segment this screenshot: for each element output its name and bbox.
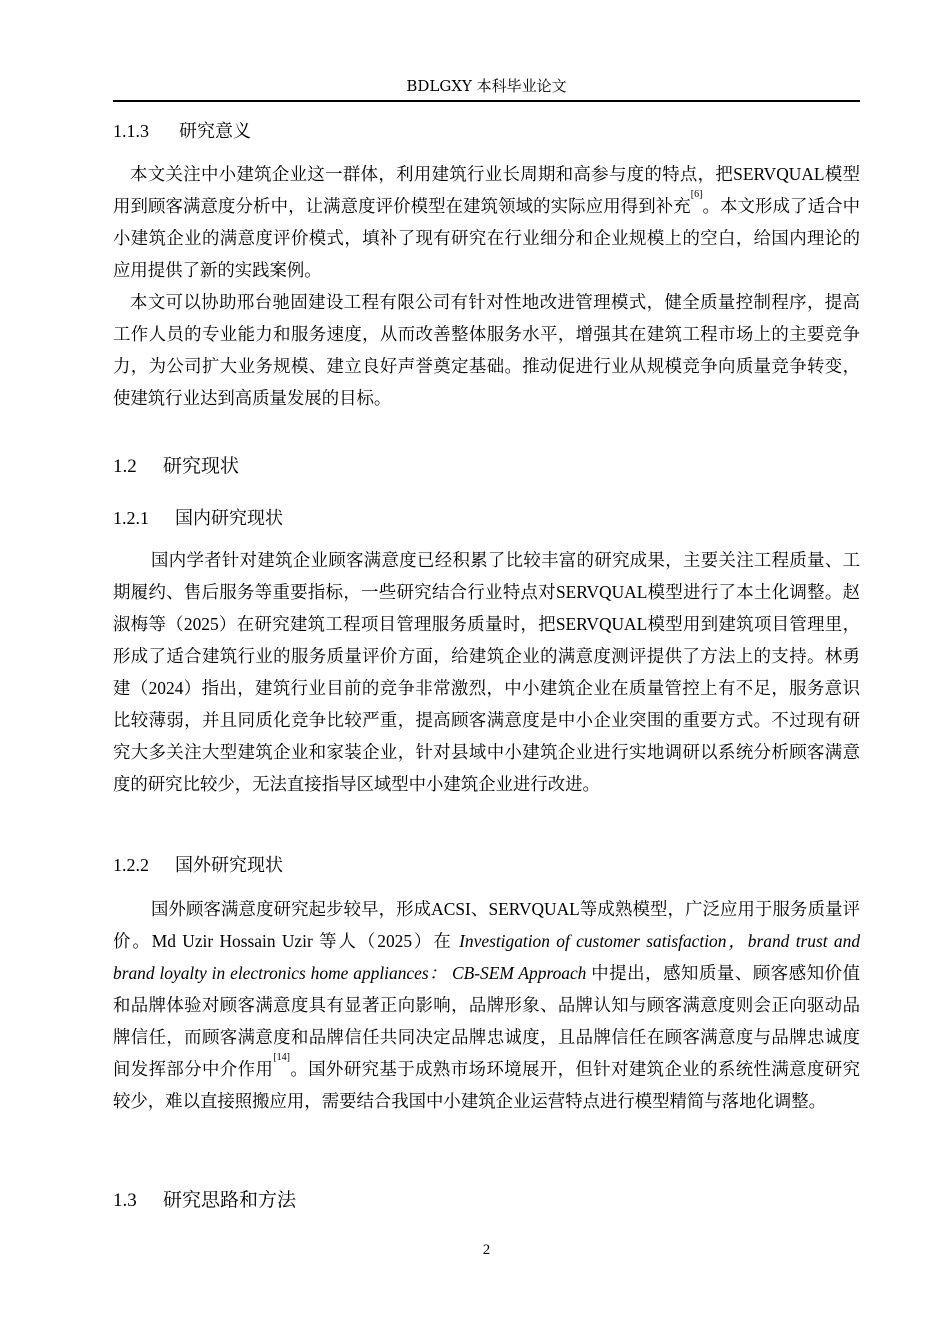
section-number: 1.1.3: [113, 121, 149, 141]
section-heading-1-2: [113, 453, 239, 480]
paragraph-significance-2: 本文可以协助邢台驰固建设工程有限公司有针对性地改进管理模式，健全质量控制程序，提高工作人员的专业能力和服务速度，从而改善整体服务水平，增强其在建筑工程市场上的主要竞争力，为公司扩大业务规模、建立良好声誉奠定基础。推动促进行业从规模竞争向质量竞争转变，使建筑行业达到高质量发展的目标。: [113, 292, 860, 408]
page-number: 2: [482, 1242, 491, 1258]
header-rule: [113, 100, 860, 102]
paragraph-foreign-research: [113, 893, 860, 1117]
section-title: 研究意义: [179, 121, 251, 142]
section-number: 1.2: [113, 456, 137, 477]
section-title: 国内研究现状: [175, 508, 283, 529]
paragraph-text: 本文关注中小建筑企业这一群体，利用建筑行业长周期和高参与度的特点，把SERVQUAL模型用到顾客满意度分析中，让满意度评价模型在建筑领域的实际应用得到补充: [113, 164, 860, 216]
citation: [6]: [690, 189, 703, 200]
paragraph-text: 。国外研究基于成熟市场环境展开，但针对建筑企业的系统性满意度研究较少，难以直接照搬应用，需要结合我国中小建筑企业运营特点进行模型精简与落地化调整。: [113, 1059, 860, 1111]
paragraph-text: 。本文形成了适合中小建筑企业的满意度评价模式，填补了现有研究在行业细分和企业规模上的空白，给国内理论的应用提供了新的实践案例。: [113, 196, 860, 280]
section-title: 研究思路和方法: [163, 1189, 297, 1211]
cited-paper-title: Investigation of customer satisfaction，brand trust and brand loyalty in electronics home appliances： CB-SEM Approach: [113, 931, 861, 983]
section-title: 研究现状: [163, 455, 240, 477]
section-number: 1.2.2: [113, 855, 149, 875]
citation: [14]: [273, 1052, 290, 1063]
section-number: 1.2.1: [113, 508, 149, 528]
section-number: 1.3: [113, 1190, 137, 1211]
section-heading-1-2-1: [113, 505, 283, 532]
section-heading-1-1-3: [113, 118, 251, 145]
section-title: 国外研究现状: [175, 855, 283, 876]
paragraph-significance-1: [113, 158, 860, 286]
paragraph-text: 国外顾客满意度研究起步较早，形成ACSI、SERVQUAL等成熟模型，广泛应用于服务质量评价。Md Uzir Hossain Uzir 等人（2025）在: [113, 899, 860, 951]
paragraph-text: 中提出，感知质量、顾客感知价值和品牌体验对顾客满意度具有显著正向影响，品牌形象、品牌认知与顾客满意度则会正向驱动品牌信任，而顾客满意度和品牌信任共同决定品牌忠诚度，且品牌信任在顾客满意度与品牌忠诚度间发挥部分中介作用: [113, 963, 860, 1079]
section-heading-1-2-2: [113, 852, 283, 879]
paragraph-domestic-research: 国内学者针对建筑企业顾客满意度已经积累了比较丰富的研究成果，主要关注工程质量、工期履约、售后服务等重要指标，一些研究结合行业特点对SERVQUAL模型进行了本土化调整。赵淑梅等（2025）在研究建筑工程项目管理服务质量时，把SERVQUAL模型用到建筑项目管理里，形成了适合建筑行业的服务质量评价方面，给建筑企业的满意度测评提供了方法上的支持。林勇建（2024）指出，建筑行业目前的竞争非常激烈，中小建筑企业在质量管控上有不足，服务意识比较薄弱，并且同质化竞争比较严重，提高顾客满意度是中小企业突围的重要方式。不过现有研究大多关注大型建筑企业和家装企业，针对县域中小建筑企业进行实地调研以系统分析顾客满意度的研究比较少，无法直接指导区域型中小建筑企业进行改进。: [113, 550, 860, 794]
section-heading-1-3: [113, 1187, 296, 1214]
running-header: BDLGXY 本科毕业论文: [406, 77, 567, 95]
